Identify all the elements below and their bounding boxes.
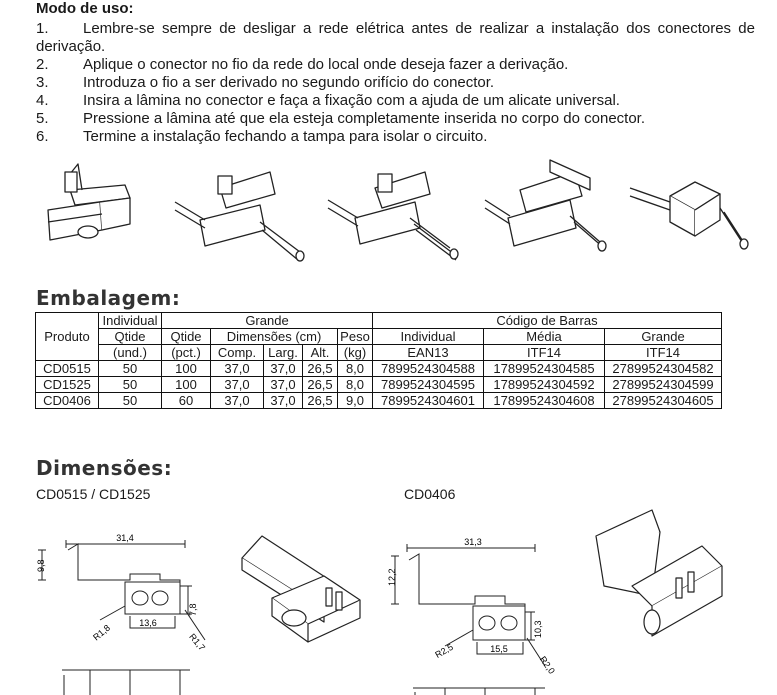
header-codigo-barras: Código de Barras bbox=[373, 313, 722, 329]
height-label: 9,8 bbox=[36, 559, 46, 572]
step-text: Introduza o fio a ser derivado no segundo orifício do conector. bbox=[83, 74, 495, 91]
cell-gr-qt: 60 bbox=[162, 393, 211, 409]
cell-comp: 37,0 bbox=[211, 393, 264, 409]
cell-media: 17899524304592 bbox=[484, 377, 605, 393]
cell-larg: 37,0 bbox=[264, 393, 303, 409]
header-itf14-grande: ITF14 bbox=[605, 345, 722, 361]
cell-peso: 8,0 bbox=[338, 377, 373, 393]
cell-peso: 8,0 bbox=[338, 361, 373, 377]
height-label: 12,2 bbox=[387, 568, 397, 586]
step-number: 4. bbox=[36, 92, 49, 109]
cell-larg: 37,0 bbox=[264, 377, 303, 393]
cell-alt: 26,5 bbox=[303, 361, 338, 377]
cd0406-iso-drawing bbox=[592, 506, 732, 656]
width-label: 31,4 bbox=[116, 533, 134, 543]
header-itf14-media: ITF14 bbox=[484, 345, 605, 361]
header-grande: Grande bbox=[162, 313, 373, 329]
table-row bbox=[36, 393, 722, 409]
cell-alt: 26,5 bbox=[303, 377, 338, 393]
header-kg: (kg) bbox=[338, 345, 373, 361]
cell-grande: 27899524304599 bbox=[605, 377, 722, 393]
step-text: Aplique o conector no fio da rede do local onde deseja fazer a derivação. bbox=[83, 56, 569, 73]
cell-ind-qt: 50 bbox=[99, 361, 162, 377]
radius-right-label: R2,0 bbox=[537, 654, 557, 676]
header-individual: Individual bbox=[99, 313, 162, 329]
cell-produto: CD0515 bbox=[36, 361, 99, 377]
step-number: 5. bbox=[36, 110, 49, 127]
header-pct: (pct.) bbox=[162, 345, 211, 361]
table-header-row bbox=[36, 345, 722, 361]
cd0515-dimension-drawing bbox=[30, 530, 215, 695]
embalagem-table bbox=[35, 312, 722, 409]
table-row bbox=[36, 361, 722, 377]
cell-grande: 27899524304582 bbox=[605, 361, 722, 377]
step-text: Lembre-se sempre de desligar a rede elétrica antes de realizar a instalação dos conectores de bbox=[83, 20, 755, 37]
inner-height-label: 7,8 bbox=[188, 603, 198, 616]
header-cod-grande: Grande bbox=[605, 329, 722, 345]
step-text: Insira a lâmina no conector e faça a fixação com a ajuda de um alicate universal. bbox=[83, 92, 620, 109]
step-1-continuation: derivação. bbox=[36, 38, 106, 55]
cell-gr-qt: 100 bbox=[162, 377, 211, 393]
step-4-connector-drawing bbox=[485, 160, 606, 251]
header-qtide-individual: Qtide bbox=[99, 329, 162, 345]
cell-media: 17899524304608 bbox=[484, 393, 605, 409]
modo-title: Modo de uso: bbox=[36, 0, 134, 17]
cell-ind-qt: 50 bbox=[99, 393, 162, 409]
cell-ean: 7899524304588 bbox=[373, 361, 484, 377]
cell-larg: 37,0 bbox=[264, 361, 303, 377]
step-5-connector-drawing bbox=[630, 182, 748, 249]
base-label: 13,6 bbox=[139, 618, 157, 628]
table-row bbox=[36, 377, 722, 393]
cell-alt: 26,5 bbox=[303, 393, 338, 409]
embalagem-title: Embalagem: bbox=[36, 286, 181, 310]
header-larg: Larg. bbox=[264, 345, 303, 361]
cd0515-iso-drawing bbox=[232, 528, 372, 648]
header-cod-individual: Individual bbox=[373, 329, 484, 345]
installation-steps-illustration bbox=[30, 150, 760, 270]
right-model-label: CD0406 bbox=[404, 486, 456, 502]
header-dimensoes: Dimensões (cm) bbox=[211, 329, 338, 345]
left-model-label: CD0515 / CD1525 bbox=[36, 486, 151, 502]
cell-grande: 27899524304605 bbox=[605, 393, 722, 409]
step-3-connector-drawing bbox=[328, 172, 458, 260]
cell-comp: 37,0 bbox=[211, 361, 264, 377]
header-peso: Peso bbox=[338, 329, 373, 345]
cell-ean: 7899524304601 bbox=[373, 393, 484, 409]
header-und: (und.) bbox=[99, 345, 162, 361]
header-produto: Produto bbox=[36, 313, 99, 361]
step-text: Termine a instalação fechando a tampa para isolar o circuito. bbox=[83, 128, 488, 145]
cell-ind-qt: 50 bbox=[99, 377, 162, 393]
header-qtide-grande: Qtide bbox=[162, 329, 211, 345]
table-header-row bbox=[36, 313, 722, 329]
cell-produto: CD1525 bbox=[36, 377, 99, 393]
header-ean13: EAN13 bbox=[373, 345, 484, 361]
header-alt: Alt. bbox=[303, 345, 338, 361]
cell-comp: 37,0 bbox=[211, 377, 264, 393]
inner-height-label: 10,3 bbox=[533, 620, 543, 638]
radius-left-label: R1,8 bbox=[91, 622, 113, 643]
radius-left-label: R2,5 bbox=[433, 641, 455, 660]
step-number: 1. bbox=[36, 20, 49, 37]
step-number: 2. bbox=[36, 56, 49, 73]
cell-produto: CD0406 bbox=[36, 393, 99, 409]
cell-ean: 7899524304595 bbox=[373, 377, 484, 393]
step-number: 6. bbox=[36, 128, 49, 145]
cell-gr-qt: 100 bbox=[162, 361, 211, 377]
cell-media: 17899524304585 bbox=[484, 361, 605, 377]
width-label: 31,3 bbox=[464, 537, 482, 547]
step-text: Pressione a lâmina até que ela esteja completamente inserida no corpo do conector. bbox=[83, 110, 646, 127]
cd0406-dimension-drawing bbox=[385, 530, 575, 695]
table-header-row bbox=[36, 329, 722, 345]
header-comp: Comp. bbox=[211, 345, 264, 361]
step-1-connector-drawing bbox=[48, 164, 130, 240]
step-number: 3. bbox=[36, 74, 49, 91]
cell-peso: 9,0 bbox=[338, 393, 373, 409]
header-cod-media: Média bbox=[484, 329, 605, 345]
dimensoes-title: Dimensões: bbox=[36, 456, 173, 480]
base-label: 15,5 bbox=[490, 644, 508, 654]
radius-right-label: R1,7 bbox=[187, 631, 208, 653]
step-2-connector-drawing bbox=[175, 172, 304, 261]
